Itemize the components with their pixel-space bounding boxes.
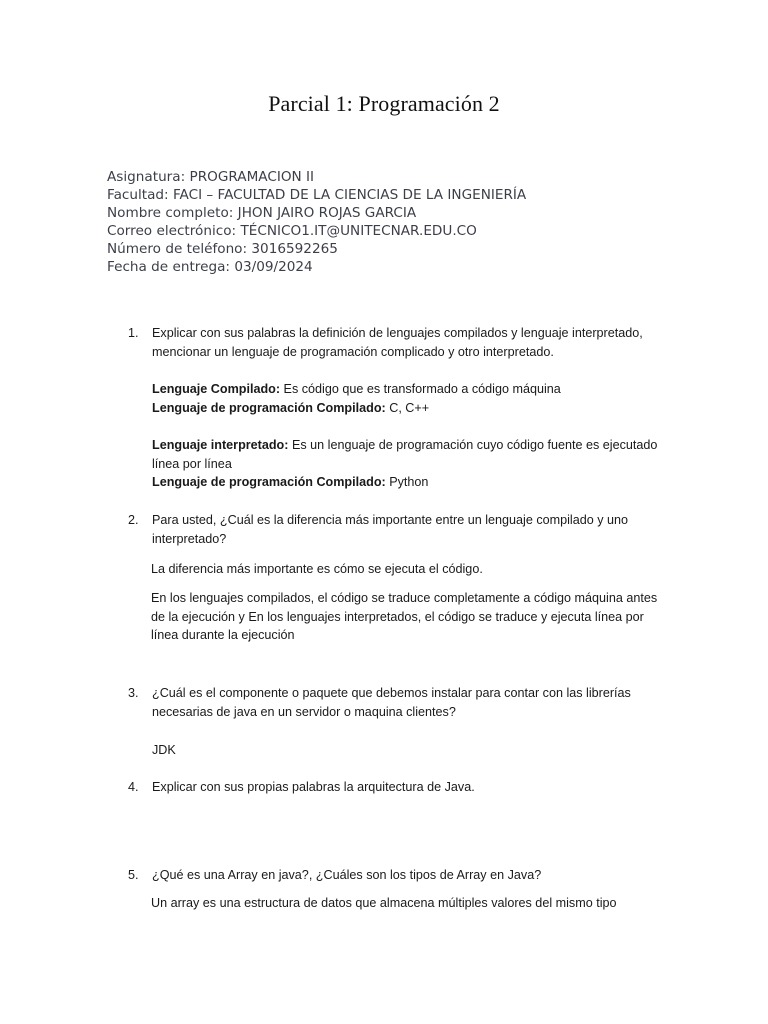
answer-2-detail: [151, 589, 671, 645]
document-title: Parcial 1: Programación 2: [268, 91, 500, 116]
answer-2-summary: La diferencia más importante es cómo se ejecuta el código.: [151, 562, 483, 576]
email-line: Correo electrónico: TÉCNICO1.IT@UNITECNAR.EDU.CO: [107, 223, 477, 239]
due-date-line: Fecha de entrega: 03/09/2024: [107, 259, 313, 275]
question-line: necesarias de java en un servidor o maquina clientes?: [152, 704, 456, 719]
answer-line: línea por línea: [152, 456, 232, 471]
question-text: [152, 866, 668, 885]
answer-line: [152, 436, 672, 455]
header-info: [107, 168, 526, 276]
answer-1: [152, 380, 672, 492]
answer-line: [152, 399, 672, 418]
question-3: [128, 684, 668, 721]
question-line: ¿Qué es una Array en java?, ¿Cuáles son los tipos de Array en Java?: [152, 868, 542, 882]
question-line: Explicar con sus palabras la definición de lenguajes compilados y lenguaje interpretado,: [152, 326, 643, 340]
question-text: [152, 511, 668, 548]
question-1: [128, 324, 668, 361]
answer-line: [152, 473, 672, 492]
answer-line: línea durante la ejecución: [151, 628, 295, 643]
answer-line: de la ejecución y En los lenguajes interpretados, el código se traduce y ejecuta línea por: [151, 609, 644, 624]
answer-line: [152, 380, 672, 399]
question-line: ¿Cuál es el componente o paquete que debemos instalar para contar con las librerías: [152, 686, 631, 700]
question-line: interpretado?: [152, 531, 227, 546]
full-name-line: Nombre completo: JHON JAIRO ROJAS GARCIA: [107, 205, 417, 221]
answer-line: En los lenguajes compilados, el código se traduce completamente a código máquina antes: [151, 591, 658, 605]
question-text: [152, 778, 668, 797]
term-label: Lenguaje Compilado:: [152, 382, 281, 396]
question-4: [128, 778, 668, 797]
question-text: [152, 324, 668, 361]
question-text: [152, 684, 668, 721]
answer-5: Un array es una estructura de datos que almacena múltiples valores del mismo tipo: [151, 896, 617, 910]
term-label: Lenguaje interpretado:: [152, 438, 289, 453]
question-2: [128, 511, 668, 548]
term-definition: Python: [385, 475, 429, 490]
term-definition: Es un lenguaje de programación cuyo código fuente es ejecutado: [288, 438, 658, 453]
term-label: Lenguaje de programación Compilado:: [152, 400, 386, 415]
question-number: 4.: [128, 780, 139, 794]
question-number: 1.: [128, 326, 139, 340]
term-definition: C, C++: [385, 400, 430, 415]
question-5: [128, 866, 668, 885]
question-number: 2.: [128, 513, 139, 527]
question-number: 5.: [128, 868, 139, 882]
faculty-line: Facultad: FACI – FACULTAD DE LA CIENCIAS DE LA INGENIERÍA: [107, 187, 527, 203]
question-line: Explicar con sus propias palabras la arquitectura de Java.: [152, 780, 475, 794]
answer-3: JDK: [152, 743, 176, 757]
term-definition: Es código que es transformado a código máquina: [280, 382, 561, 396]
question-line: Para usted, ¿Cuál es la diferencia más importante entre un lenguaje compilado y uno: [152, 513, 629, 527]
question-line: mencionar un lenguaje de programación complicado y otro interpretado.: [152, 344, 554, 359]
question-number: 3.: [128, 686, 139, 700]
term-label: Lenguaje de programación Compilado:: [152, 475, 386, 490]
phone-line: Número de teléfono: 3016592265: [107, 241, 338, 257]
subject-line: Asignatura: PROGRAMACION II: [107, 169, 315, 185]
